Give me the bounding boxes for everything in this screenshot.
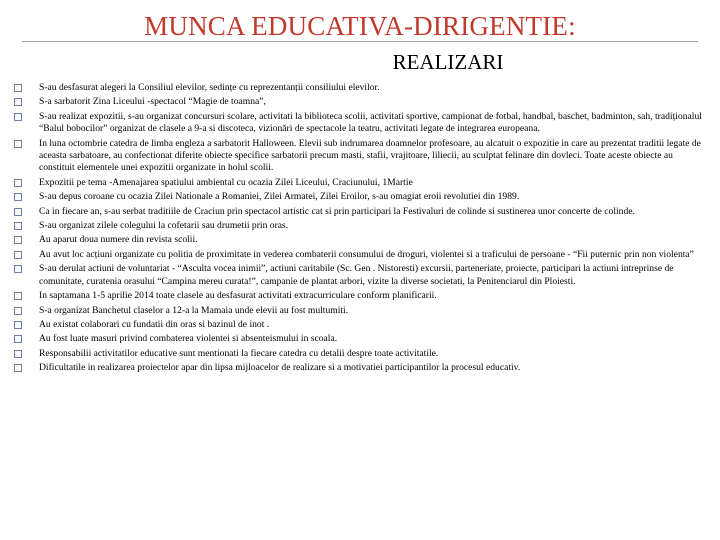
list-item-text: Dificultatile in realizarea proiectelor apar din lipsa mijloacelor de realizare si a motivatiei participantilor la procesul educativ. xyxy=(39,362,521,374)
list-item-text: Ca in fiecare an, s-au serbat traditiile de Craciun prin spectacol artistic cat si prin participari la Festivaluri de colinde si sustinerea unor concerte de colinde. xyxy=(39,205,635,217)
list-item xyxy=(14,96,706,108)
list-item xyxy=(14,263,706,288)
list-item-text: Responsabilii activitatilor educative sunt mentionati la fiecare catedra cu detalii despre toate activitatile. xyxy=(39,347,439,359)
list-item-text: Au aparut doua numere din revista scolii. xyxy=(39,234,198,246)
square-bullet-icon xyxy=(14,98,22,106)
list-item-text: S-au organizat zilele colegului la cofetarii sau drumetii prin oras. xyxy=(39,220,289,232)
square-bullet-icon xyxy=(14,208,22,216)
square-bullet-icon xyxy=(14,292,22,300)
slide-title: MUNCA EDUCATIVA-DIRIGENTIE: xyxy=(144,11,576,41)
list-item xyxy=(14,348,706,360)
square-bullet-icon xyxy=(14,307,22,315)
list-item xyxy=(14,220,706,232)
list-item xyxy=(14,111,706,136)
list-item-text: In saptamana 1-5 aprilie 2014 toate clasele au desfasurat activitati extracurriculare conform planificarii. xyxy=(39,290,437,302)
square-bullet-icon xyxy=(14,193,22,201)
square-bullet-icon xyxy=(14,321,22,329)
slide-subtitle: REALIZARI xyxy=(392,50,504,74)
square-bullet-icon xyxy=(14,335,22,343)
square-bullet-icon xyxy=(14,251,22,259)
list-item-text: Expozitii pe tema -Amenajarea spatiului ambiental cu ocazia Zilei Liceului, Craciunului, 1Martie xyxy=(39,176,413,188)
list-item-text: S-a organizat Banchetul claselor a 12-a la Mamaia unde elevii au fost multumiti. xyxy=(39,304,349,316)
title-divider xyxy=(22,41,698,42)
list-item xyxy=(14,177,706,189)
list-item xyxy=(14,319,706,331)
square-bullet-icon xyxy=(14,222,22,230)
square-bullet-icon xyxy=(14,140,22,148)
square-bullet-icon xyxy=(14,113,22,121)
list-item xyxy=(14,191,706,203)
list-item xyxy=(14,290,706,302)
list-item xyxy=(14,206,706,218)
square-bullet-icon xyxy=(14,84,22,92)
list-item xyxy=(14,305,706,317)
list-item-text: Au avut loc acțiuni organizate cu politia de proximitate in vederea combaterii consumului de droguri, violentei si a traficului de persoane - “Fii puternic prin non violenta” xyxy=(39,248,694,260)
square-bullet-icon xyxy=(14,364,22,372)
square-bullet-icon xyxy=(14,265,22,273)
list-item-text: Au existat colaborari cu fundatii din oras si bazinul de inot . xyxy=(39,318,270,330)
square-bullet-icon xyxy=(14,350,22,358)
list-item xyxy=(14,333,706,345)
square-bullet-icon xyxy=(14,179,22,187)
list-item-text: S-au derulat actiuni de voluntariat - “Asculta vocea inimii”, actiuni caritabile (Sc. Gen . Nistoresti) excursii, parteneriate, proiecte, participari la actiuni intreprinse de comunitate, curatenia orasului “Campina mereu curata!”, campanie de plantat arbori, vizite la diverse societati, la Penitenciarul din Ploiesti. xyxy=(39,263,674,287)
list-item-text: In luna octombrie catedra de limba engleza a sarbatorit Halloween. Elevii sub indrumarea doamnelor profesoare, au alcatuit o expozitie in care au prezentat traditii legate de aceasta sarbatoare, au confectionat diferite obiecte specifice sarbatorii precum masti, stafii, vrajitoare, liliecii, au sculptat felinare din dovleci. Toate aceste obiecte au constituit elementele unei expozitii organizate in holul scolii. xyxy=(39,137,701,174)
list-item-text: Au fost luate masuri privind combaterea violentei si absenteismului in scoala. xyxy=(39,333,338,345)
list-item xyxy=(14,138,706,175)
list-item-text: S-au realizat expozitii, s-au organizat concursuri scolare, activitati la biblioteca scolii, activitati sportive, campionat de fotbal, handbal, baschet, badminton, sah, tradiționalul “Balul bobocilor” organizat de clasele a 9-a si discoteca, vizionări de spectacole la teatru, activitati legate de integrarea europeana. xyxy=(39,110,702,135)
list-item xyxy=(14,82,706,94)
list-item xyxy=(14,362,706,374)
list-item xyxy=(14,249,706,261)
list-item-text: S-a sarbatorit Zina Liceului -spectacol “Magie de toamna”, xyxy=(39,96,266,108)
square-bullet-icon xyxy=(14,236,22,244)
list-item-text: S-au desfasurat alegeri la Consiliul elevilor, sedințe cu reprezentanții consiliului elevilor. xyxy=(39,82,380,93)
list-item-text: S-au depus coroane cu ocazia Zilei Nationale a Romaniei, Zilei Armatei, Zilei Eroilor, s-au omagiat eroii revolutiei din 1989. xyxy=(39,191,520,203)
achievements-list xyxy=(14,82,706,377)
list-item xyxy=(14,234,706,246)
